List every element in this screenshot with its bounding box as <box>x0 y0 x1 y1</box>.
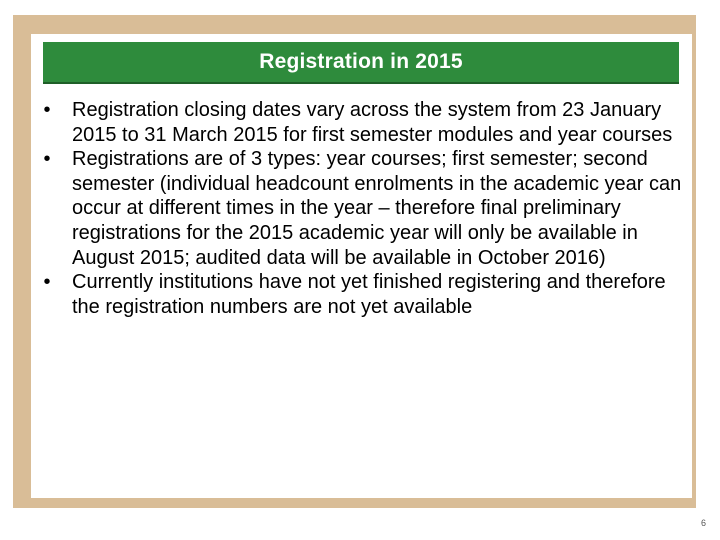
bullet-text: Registration closing dates vary across the system from 23 January 2015 to 31 March 2015 for first semester modules and year courses <box>72 99 673 146</box>
bullet-text: Currently institutions have not yet finished registering and therefore the registration numbers are not yet available <box>72 271 666 318</box>
title-bar <box>43 42 679 84</box>
bullet-list <box>32 98 682 319</box>
bullet-item <box>32 270 682 319</box>
slide-title: Registration in 2015 <box>259 50 463 73</box>
bullet-marker: • <box>43 148 51 171</box>
bullet-item <box>32 98 682 147</box>
page-number: 6 <box>700 518 706 528</box>
bullet-marker: • <box>43 271 51 294</box>
bullet-item <box>32 147 682 270</box>
bullet-marker: • <box>43 99 51 121</box>
bullet-text: Registrations are of 3 types: year courses; first semester; second semester (individual headcount enrolments in the academic year can occur at different times in the year – therefore final preliminary registrations for the 2015 academic year will only be available in August 2015; audited data will be available in October 2016) <box>72 148 682 269</box>
